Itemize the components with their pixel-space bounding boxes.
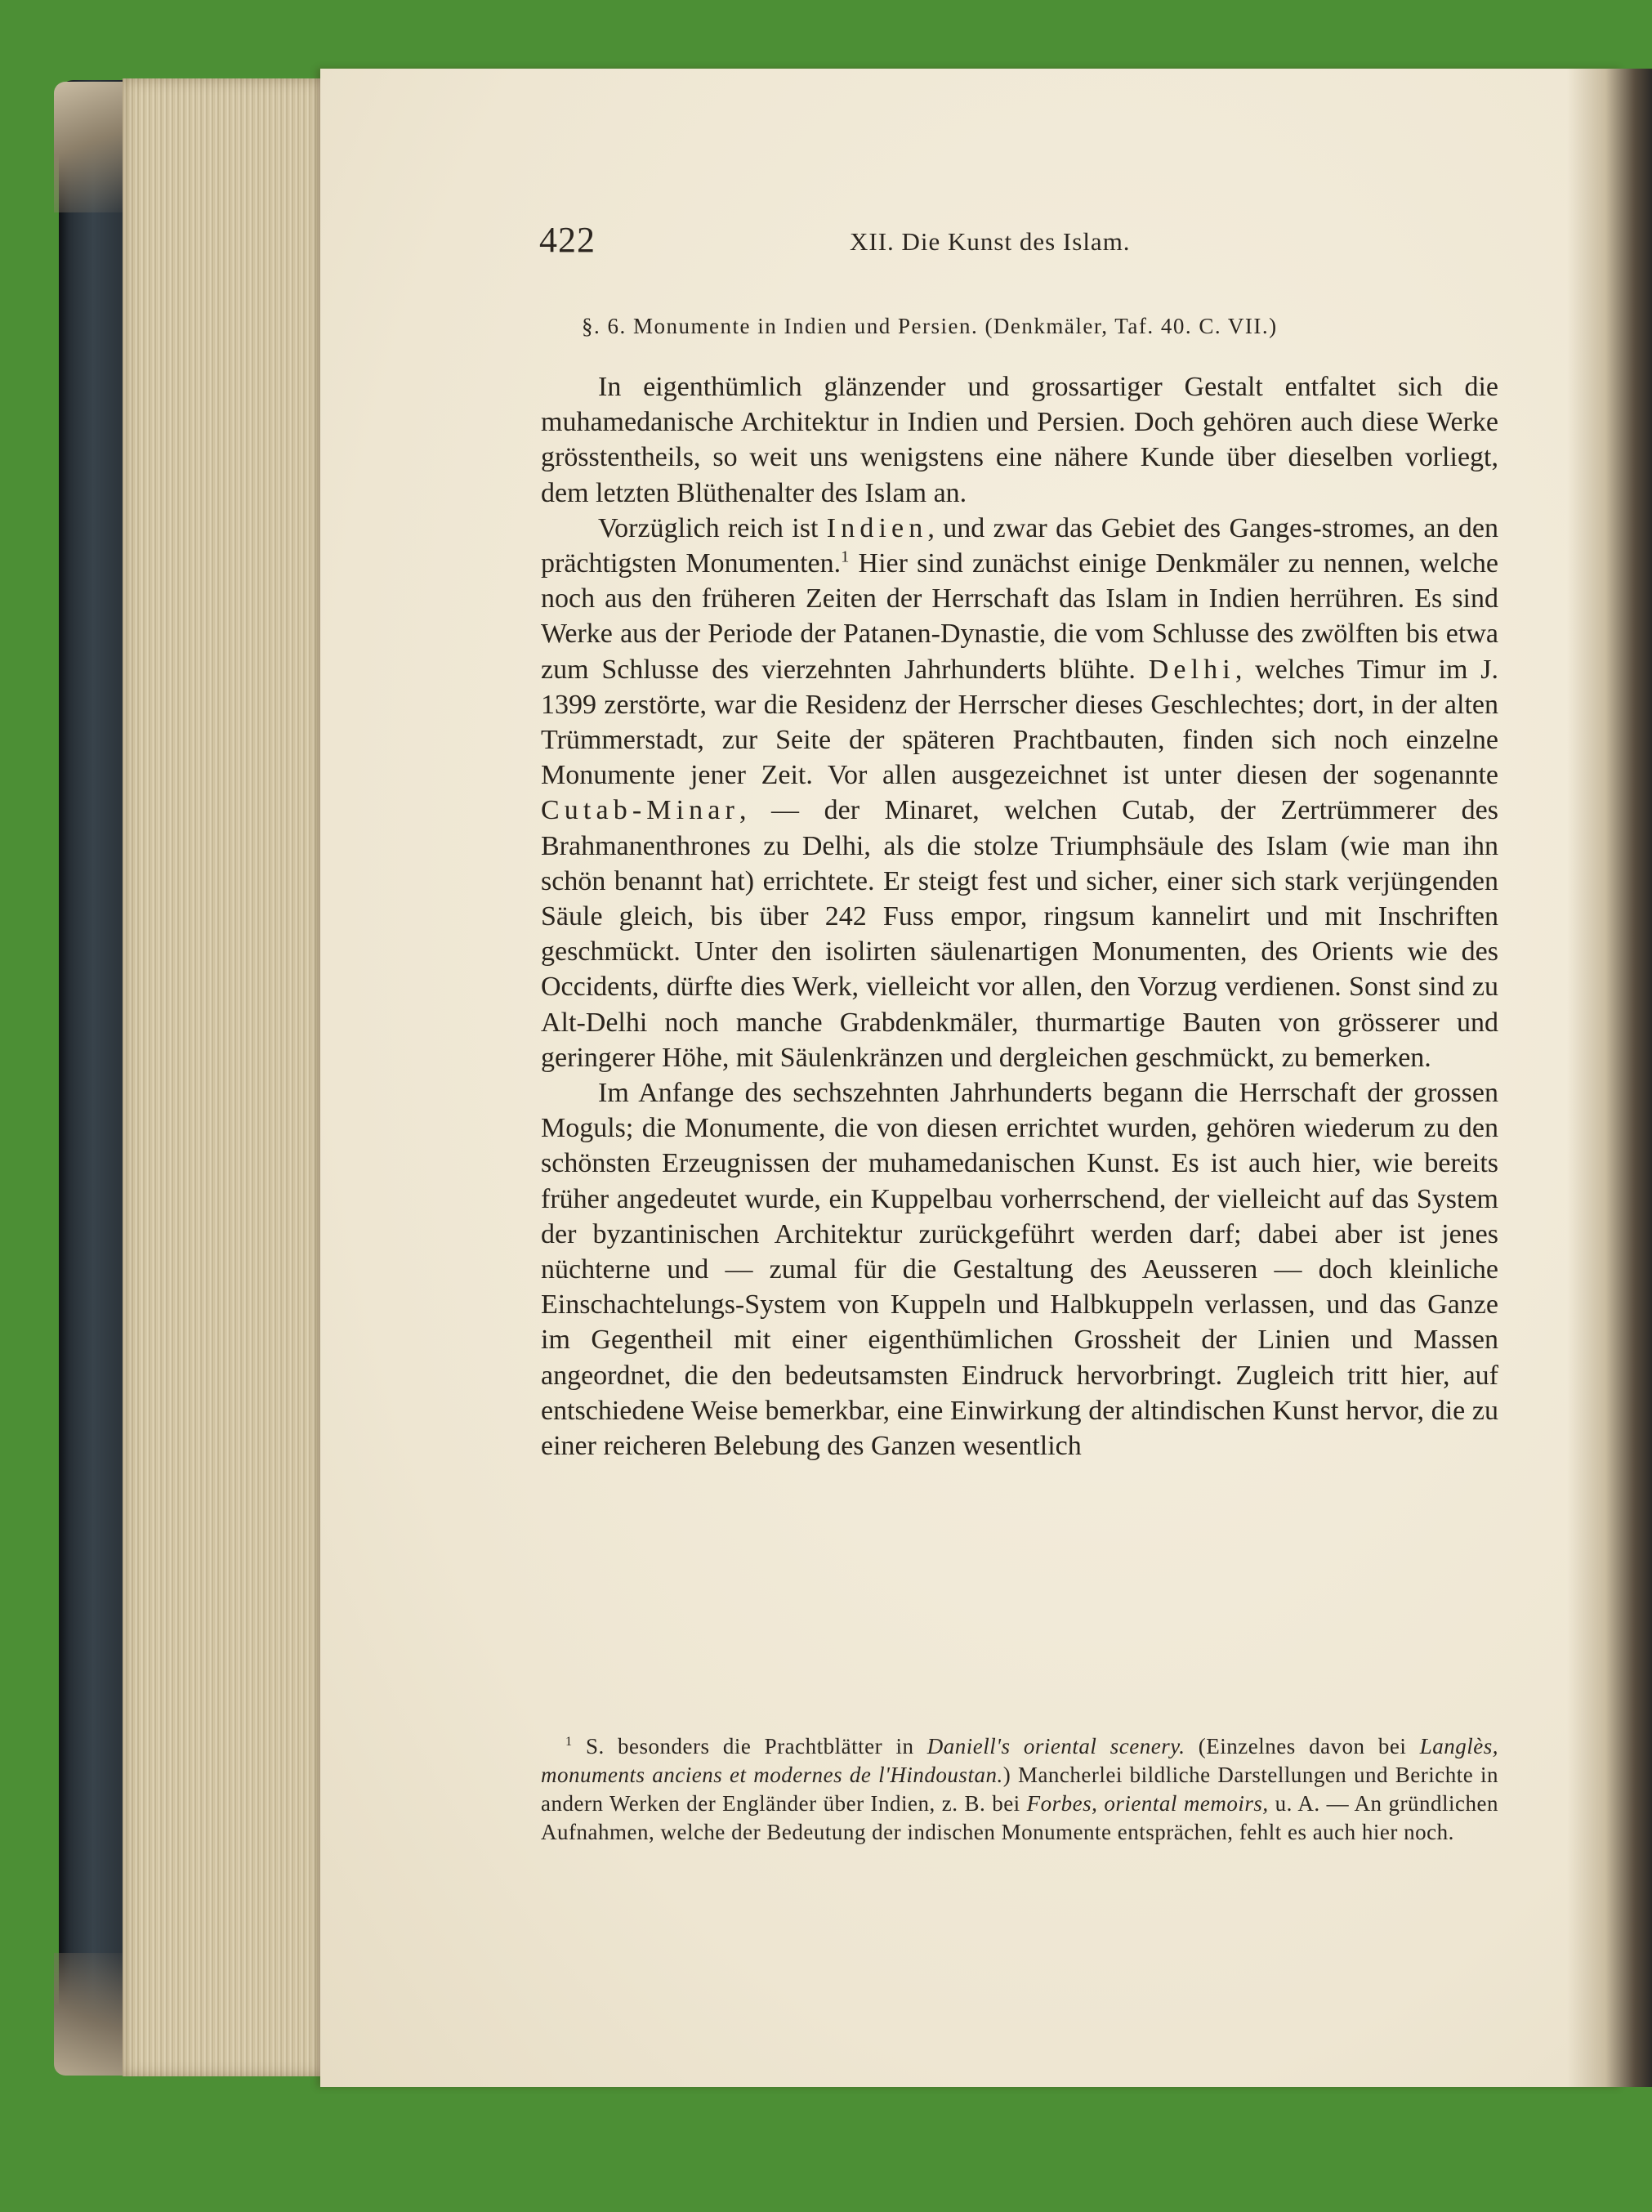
footnote-reference: 1	[841, 547, 850, 566]
footnote-citation: Langlès, monuments anciens et modernes de l'Hindoustan.	[541, 1734, 1498, 1787]
page-header	[539, 219, 1495, 268]
section-heading: §. 6. Monumente in Indien und Persien. (Denkmäler, Taf. 40. C. VII.)	[582, 314, 1278, 338]
footnote	[541, 1732, 1498, 1847]
footnote-citation: Forbes, oriental memoirs,	[1026, 1791, 1269, 1816]
footnote-paragraph: $^1$ S. besonders die Prachtblätter in Daniell's oriental scenery. (Einzelnes davon bei Langlès, monuments anciens et modernes de l'Hindoustan.) Mancherlei bildliche Darstellungen und Berichte in andern Werken der Engländer über Indien, z. B. bei Forbes, oriental memoirs, u. A. — An gründlichen Aufnahmen, welche der Bedeutung der indischen Monumente entsprächen, fehlt es auch hier noch.	[541, 1734, 1499, 1844]
paragraph-3: Im Anfange des sechszehnten Jahrhunderts begann die Herrschaft der grossen Moguls; die Monumente, die von diesen errichtet wurden, gehören wiederum zu den schönsten Erzeugnissen der muhamedanischen Kunst. Es ist auch hier, wie bereits früher angedeutet wurde, ein Kuppelbau vorherrschend, der vielleicht auf das System der byzantinischen Architektur zurückgeführt werden darf; dabei aber ist jenes nüchterne und — zumal für die Gestaltung des Aeusseren — doch kleinliche Einschachtelungs-System von Kuppeln und Halbkuppeln verlassen, und das Ganze im Gegentheil mit einer eigenthümlichen Grossheit der Linien und Massen angeordnet, die den bedeutsamsten Eindruck hervorbringt. Zugleich tritt hier, auf entschiedene Weise bemerkbar, eine Einwirkung der altindischen Kunst hervor, die zu einer reicheren Belebung des Ganzen wesentlich	[541, 1078, 1498, 1462]
footnote-citation: Daniell's oriental scenery.	[926, 1734, 1185, 1758]
paragraph-2: Vorzüglich reich ist Indien, und zwar das Gebiet des Ganges-stromes, an den prächtigsten Monumenten.$^1$ Hier sind zunächst einige Denkmäler zu nennen, welche noch aus den früheren Zeiten der Herrschaft das Islam in Indien herrühren. Es sind Werke aus der Periode der Patanen-Dynastie, die vom Schlusse des zwölften bis etwa zum Schlusse des vierzehnten Jahrhunderts blühte. Delhi, welches Timur im J. 1399 zerstörte, war die Residenz der Herrscher dieses Geschlechtes; dort, in der alten Trümmerstadt, zur Seite der späteren Prachtbauten, finden sich noch einzelne Monumente jener Zeit. Vor allen ausgezeichnet ist unter diesen der sogenannte Cutab-Minar, — der Minaret, welchen Cutab, der Zertrümmerer des Brahmanenthrones zu Delhi, als die stolze Triumphsäule des Islam (wie man ihn schön benannt hat) errichtete. Er steigt fest und sicher, einer sich stark verjüngenden Säule gleich, bis über 242 Fuss empor, ringsum kannelirt und mit Inschriften geschmückt. Unter den isolirten säulenartigen Monumenten, des Orients wie des Occidents, dürfte dies Werk, vielleicht vor allen, den Vorzug verdienen. Sonst sind zu Alt-Delhi noch manche Grabdenkmäler, thurmartige Bauten von grösserer und geringerer Höhe, mit Säulenkränzen und dergleichen geschmückt, zu bemerken.	[541, 512, 1499, 1073]
paragraph-1: In eigenthümlich glänzender und grossartiger Gestalt entfaltet sich die muhamedanische Architektur in Indien und Persien. Doch gehören auch diese Werke grösstentheils, so weit uns wenigstens eine nähere Kunde über dieselben vorliegt, dem letzten Blüthenalter des Islam an.	[541, 372, 1498, 508]
body-text	[541, 369, 1498, 1463]
gutter-shadow	[1567, 69, 1652, 2087]
page-number: 422	[539, 220, 596, 260]
page-edges	[123, 78, 327, 2076]
running-head: XII. Die Kunst des Islam.	[850, 227, 1131, 256]
spaced-name-cutab-minar: Cutab-Minar	[541, 795, 739, 826]
footnote-marker: 1	[565, 1734, 573, 1749]
spaced-name-delhi: Delhi	[1148, 654, 1235, 685]
spaced-name-indien: Indien	[826, 512, 928, 543]
